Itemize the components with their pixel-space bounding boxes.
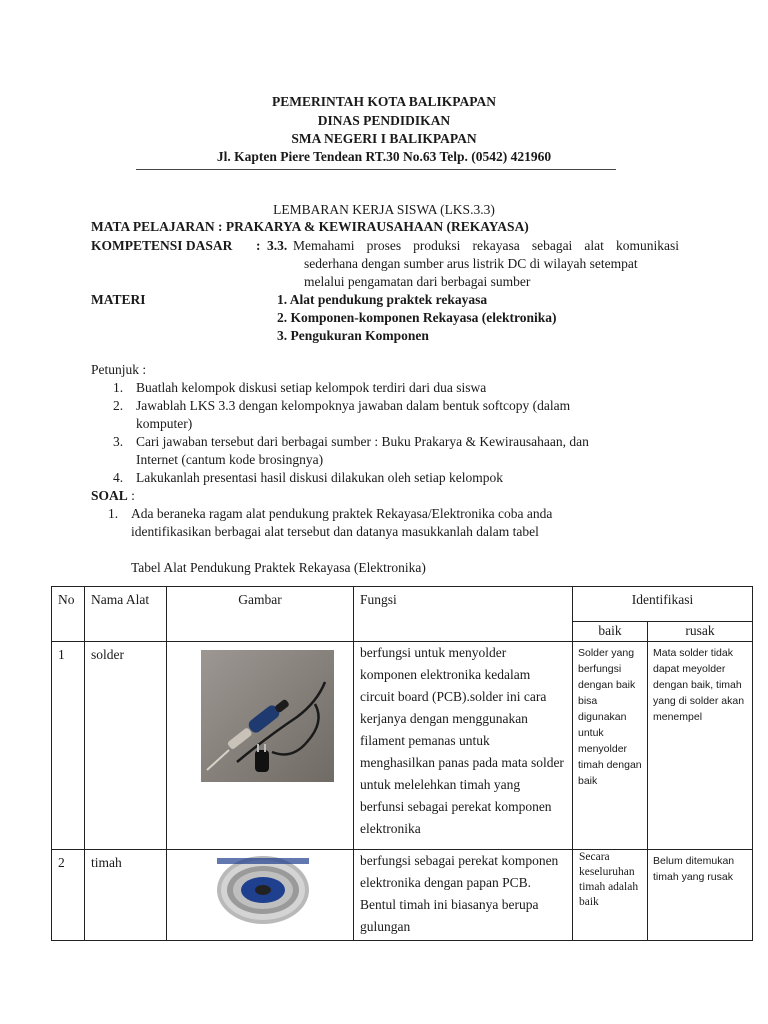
soal-colon: :: [127, 488, 135, 503]
soal-question-line-2: identifikasikan berbagai alat tersebut dan datanya masukkanlah dalam tabel: [131, 524, 539, 539]
petunjuk-item-2: Jawablah LKS 3.3 dengan kelompoknya jawaban dalam bentuk softcopy (dalam: [136, 398, 571, 413]
header-identifikasi: Identifikasi: [631, 592, 694, 607]
lks-title: LEMBARAN KERJA SISWA (LKS.3.3): [273, 202, 495, 217]
soal-num-1: 1.: [108, 506, 119, 521]
row-2-rusak: Belum ditemukan timah yang rusak: [653, 855, 735, 883]
row-2-no: 2: [58, 855, 65, 870]
petunjuk-item-1: Buatlah kelompok diskusi setiap kelompok terdiri dari dua siswa: [136, 380, 487, 395]
soal-question-line-1: Ada beraneka ragam alat pendukung praktek Rekayasa/Elektronika coba anda: [131, 506, 553, 521]
header-gambar: Gambar: [238, 592, 282, 607]
tools-table: [51, 586, 753, 941]
row-1-baik: Solder yang berfungsi dengan baik bisa digunakan untuk menyolder timah dengan baik: [578, 647, 642, 787]
row-1-no: 1: [58, 647, 65, 662]
mata-pelajaran: MATA PELAJARAN : PRAKARYA & KEWIRAUSAHAAN (REKAYASA): [91, 219, 529, 234]
header-fungsi: Fungsi: [360, 592, 397, 607]
header-line-1: PEMERINTAH KOTA BALIKPAPAN: [271, 94, 496, 109]
row-1-gambar: [167, 642, 354, 850]
soldering-iron-image: [167, 642, 354, 845]
table-row: [52, 850, 753, 941]
header-divider: [136, 169, 616, 170]
petunjuk-title: Petunjuk :: [91, 362, 147, 377]
table-header-row: [52, 587, 753, 622]
row-2-nama: timah: [91, 855, 122, 870]
row-2-gambar: [167, 850, 354, 941]
soal-label: SOAL: [91, 488, 128, 503]
header-line-3: SMA NEGERI I BALIKPAPAN: [291, 131, 477, 146]
row-1-fungsi: berfungsi untuk menyolder komponen elektronika kedalam circuit board (PCB).solder ini cara kerjanya dengan menggunakan filament pemanas untuk menghasilkan panas pada mata solder untuk melelehkan timah yang berfunsi sebagai perekat komponen elektronika: [360, 645, 564, 836]
row-2-baik: Secara keseluruhan timah adalah baik: [579, 851, 639, 908]
table-row: [52, 642, 753, 850]
header-address: Jl. Kapten Piere Tendean RT.30 No.63 Telp. (0542) 421960: [216, 149, 552, 164]
petunjuk-item-4: Lakukanlah presentasi hasil diskusi dilakukan oleh setiap kelompok: [136, 470, 504, 485]
table-caption: Tabel Alat Pendukung Praktek Rekayasa (Elektronika): [131, 560, 426, 575]
kompetensi-line-3: melalui pengamatan dari berbagai sumber: [304, 274, 531, 289]
petunjuk-num-4: 4.: [113, 470, 124, 485]
petunjuk-num-2: 2.: [113, 398, 124, 413]
row-1-nama: solder: [91, 647, 124, 662]
header-baik: baik: [598, 623, 622, 638]
petunjuk-item-2-cont: komputer): [136, 416, 193, 431]
header-no: No: [58, 592, 75, 607]
solder-wire-spool-image: [167, 850, 354, 936]
header-nama-alat: Nama Alat: [91, 592, 150, 607]
kompetensi-number: 3.3.: [267, 238, 288, 253]
petunjuk-item-3-cont: Internet (cantum kode brosingnya): [136, 452, 324, 467]
kompetensi-colon: :: [256, 238, 261, 253]
petunjuk-num-3: 3.: [113, 434, 124, 449]
header-rusak: rusak: [685, 623, 715, 638]
kompetensi-line-2: sederhana dengan sumber arus listrik DC di wilayah setempat: [304, 256, 638, 271]
row-1-rusak: Mata solder tidak dapat meyolder dengan baik, timah yang di solder akan menempel: [653, 647, 745, 723]
materi-label: MATERI: [91, 292, 146, 307]
materi-item-3: 3. Pengukuran Komponen: [277, 328, 429, 343]
petunjuk-item-3: Cari jawaban tersebut dari berbagai sumber : Buku Prakarya & Kewirausahaan, dan: [136, 434, 589, 449]
kompetensi-line-1: Memahami proses produksi rekayasa sebagai alat komunikasi: [293, 238, 679, 253]
materi-item-2: 2. Komponen-komponen Rekayasa (elektronika): [277, 310, 557, 325]
materi-item-1: 1. Alat pendukung praktek rekayasa: [277, 292, 488, 307]
header-line-2: DINAS PENDIDIKAN: [317, 113, 451, 128]
petunjuk-num-1: 1.: [113, 380, 124, 395]
soal-heading: [91, 487, 135, 505]
kompetensi-label: KOMPETENSI DASAR: [91, 238, 233, 253]
row-2-fungsi: berfungsi sebagai perekat komponen elektronika dengan papan PCB. Bentul timah ini biasanya berupa gulungan: [360, 853, 559, 934]
